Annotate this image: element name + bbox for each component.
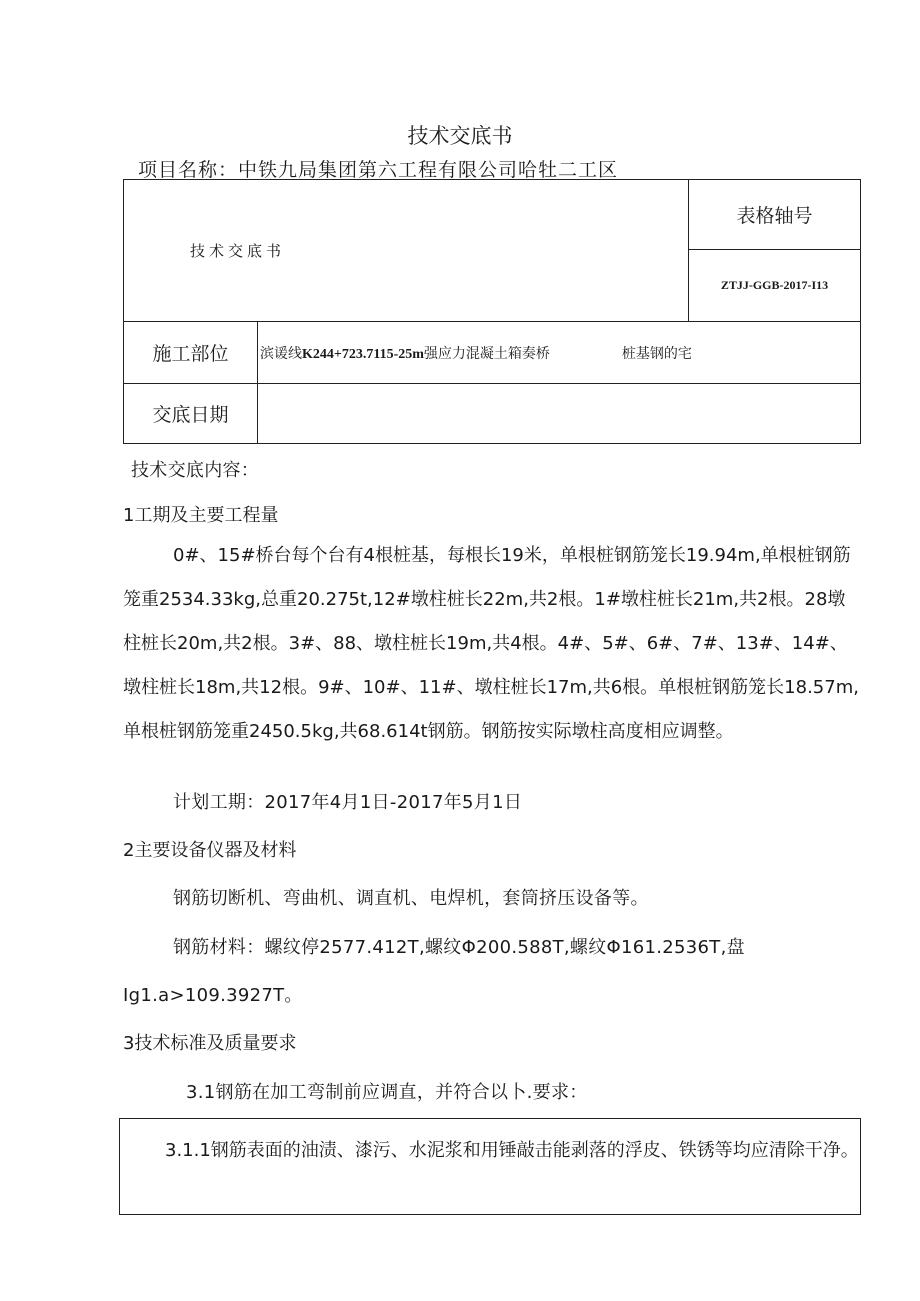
subsection-3-1-1: 3.1.1钢筋表面的油渍、漆污、水泥浆和用锤敲击能剥落的浮皮、铁锈等均应清除干净。: [165, 1140, 859, 1161]
doc-title-text: 技术交底书: [190, 242, 286, 260]
doc-title-cell: [124, 180, 689, 322]
subsection-3-1: 3.1钢筋在加工弯制前应调直，并符合以卜.要求：: [186, 1082, 588, 1103]
equipment-line: 钢筋切断机、弯曲机、调直机、电焊机，套筒挤压设备等。: [173, 888, 649, 909]
section-1-body: 0#、15#桥台每个台有4根桩基，每根长19米，单根桩钢筋笼长19.94m,单根桩钢筋笼重2534.33kg,总重20.275t,12#墩柱桩长22m,共2根。1#墩柱桩长21m,共2根。28墩柱桩长20m,共2根。3#、88、墩柱桩长19m,共4根。4#、5#、6#、7#、13#、14#、墩柱桩长18m,共12根。9#、10#、11#、墩柱桩长17m,共6根。单根桩钢筋笼长18.57m,单根桩钢筋笼重2450.5kg,共68.614t钢筋。钢筋按实际墩柱高度相应调整。: [123, 545, 859, 742]
form-number-label: 表格轴号: [689, 180, 861, 250]
materials-line-1: 钢筋材料：螺纹停2577.412T,螺纹Φ200.588T,螺纹Φ161.2536T,盘: [173, 937, 745, 958]
document-title: 技术交底书: [407, 124, 513, 148]
header-table: [123, 179, 861, 444]
construction-site-value: [258, 322, 861, 384]
construction-site-label: 施工部位: [124, 322, 258, 384]
project-name-line: 项目名称：中铁九局集团第六工程有限公司哈牡二工区: [138, 159, 619, 181]
site-middle: 强应力混凝土箱奏桥: [423, 345, 550, 362]
handover-date-value: [258, 384, 861, 444]
schedule-line: 计划工期：2017年4月1日-2017年5月1日: [173, 792, 523, 813]
section-3-heading: 3技术标准及质量要求: [123, 1033, 297, 1054]
subsection-3-1-1-box: [119, 1118, 861, 1215]
content-label: 技术交底内容：: [131, 460, 260, 481]
form-number-value: ZTJJ-GGB-2017-I13: [689, 250, 861, 322]
site-suffix: 桩基钢的宅: [621, 345, 692, 362]
section-1-heading: 1工期及主要工程量: [123, 505, 279, 526]
site-prefix: 滨谖线: [260, 345, 302, 362]
section-2-heading: 2主要设备仪器及材料: [123, 840, 297, 861]
handover-date-label: 交底日期: [124, 384, 258, 444]
site-mileage: K244+723.7115-25m: [302, 346, 424, 362]
materials-line-2: Ig1.a>109.3927T。: [123, 985, 303, 1006]
